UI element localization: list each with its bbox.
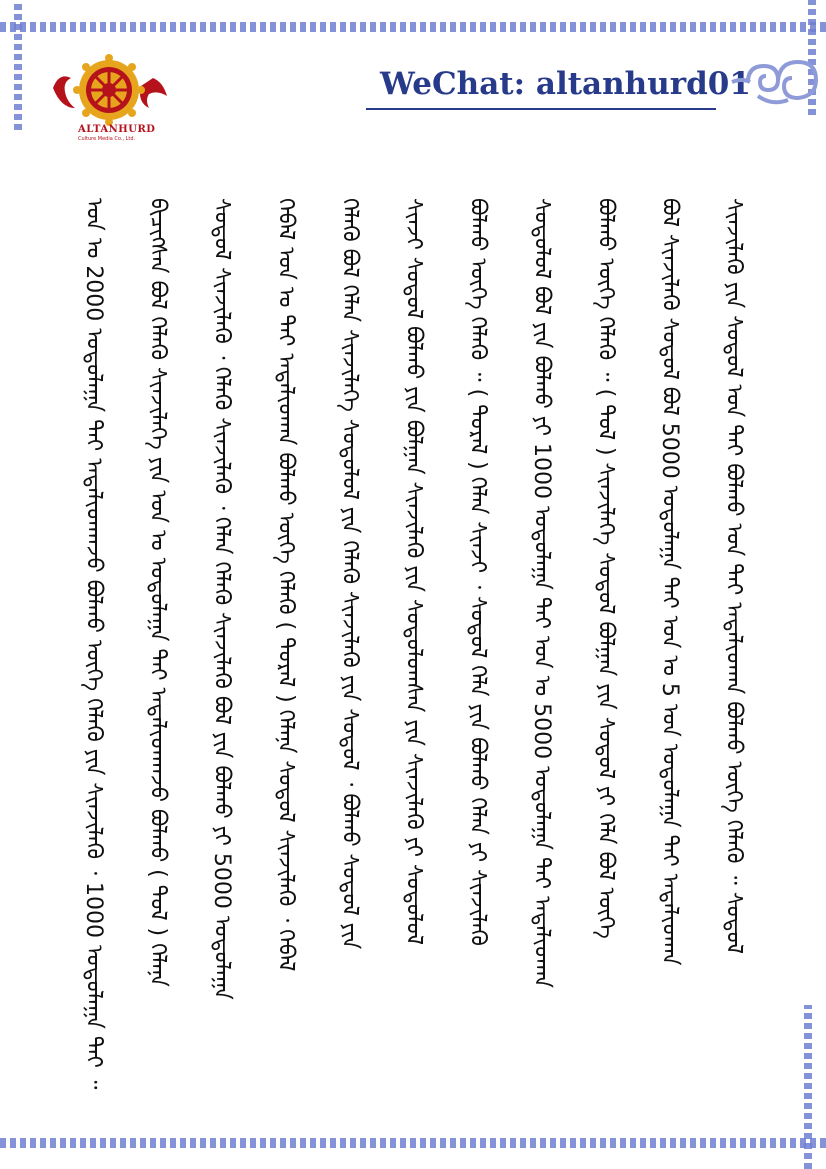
logo-subtitle: Culture Media Co., Ltd.	[78, 136, 136, 142]
text-column: ᠪᠣᠯᠬᠤ ᠦᠭᠡ ᠬᠡᠯᠡᠬᠦ ᠃ ( ᠳᠤᠯ ) ᠰᠢᠨᠵᠢᠯᠡᠭᠡ ᠰᠤᠳᠤᠯ ᠪᠣᠯᠭᠠᠨ ᠶᠢᠨ ᠰᠤᠳᠤᠯ ᠶᠢ ᠬᠡᠯᠡ ᠪᠣᠯ ᠦᠭᠡ	[593, 198, 618, 939]
text-column: ᠭᠡᠪᠡᠯ ᠣᠨ ᠤ ᠲᠠᠢ ᠠᠳᠠᠯᠢᠳᠬᠠ ᠪᠣᠯᠬᠤ ᠦᠭᠡ ᠬᠡᠯᠡᠬᠦ ( ᠳᠤᠷᠠᠯ ) ᠬᠡᠯᠡᠨᠡ ᠰᠤᠳᠤᠯ ᠰᠢᠨᠵᠢᠯᠡᠬᠦ ᠂ ᠭᠡᠪᠡᠯ	[273, 198, 298, 972]
bottom-border-ornament	[0, 1138, 826, 1148]
wechat-id-label: WeChat: altanhurd01	[380, 66, 751, 102]
text-column: ᠣᠨ ᠤ 2000 ᠣᠳᠣᠯᠠᠭᠠ ᠲᠠᠢ ᠠᠳᠠᠯᠢᠳᠬᠠᠵᠤ ᠪᠣᠯᠬᠤ ᠦᠭᠡ ᠬᠡᠯᠡᠬᠦ ᠶᠢᠨ ᠰᠢᠨᠵᠢᠯᠡᠬᠦ ᠂ 1000 ᠣᠳᠣᠯᠠᠭᠠ ᠲᠠᠢ ᠃	[81, 198, 106, 1090]
text-column: ᠪᠢᠴᠢᠭᠰᠡᠨ ᠪᠣᠯ ᠬᠡᠯᠡᠬᠦ ᠰᠢᠨᠵᠢᠯᠡᠭᠡ ᠶᠢᠨ ᠣᠨ ᠤ ᠣᠳᠣᠯᠠᠭᠠ ᠲᠠᠢ ᠠᠳᠠᠯᠢᠳᠬᠠᠵᠤ ᠪᠣᠯᠬᠤ ( ᠳᠤᠯ ) ᠬᠡᠯᠡᠨᠡ	[145, 198, 170, 987]
top-border-ornament	[0, 22, 826, 32]
header-divider	[366, 108, 716, 110]
text-column: ᠰᠤᠳᠤᠯ ᠰᠢᠨᠵᠢᠯᠡᠬᠦ ᠂ ᠬᠡᠯᠡᠬᠦ ᠰᠢᠨᠵᠢᠯᠡᠬᠦ ᠂ ᠬᠡᠯᠡᠨ ᠬᠡᠯᠡᠬᠦ ᠰᠢᠨᠵᠢᠯᠡᠬᠦ ᠪᠣᠯ ᠶᠢᠨ ᠪᠣᠯᠬᠤ ᠶᠢ 5000 ᠣᠳᠣᠯᠠᠭᠠ	[209, 198, 234, 1000]
text-column: ᠪᠣᠯᠬᠤ ᠦᠭᠡ ᠬᠡᠯᠡᠬᠦ ᠃ ( ᠳᠤᠷᠠᠯ ) ᠬᠡᠯᠡᠨ ᠰᠢᠨᠵᠢ ᠂ ᠰᠤᠳᠤᠯ ᠬᠡᠯᠡ ᠶᠢᠨ ᠪᠣᠯᠬᠤ ᠬᠡᠯᠡᠨ ᠶᠢ ᠰᠢᠨᠵᠢᠯᠡᠬᠦ	[465, 198, 490, 946]
text-column: ᠰᠤᠳᠤᠯᠤᠯ ᠪᠣᠯ ᠶᠢᠨ ᠪᠣᠯᠬᠤ ᠶᠢ 1000 ᠣᠳᠣᠯᠠᠭᠠ ᠲᠠᠢ ᠣᠨ ᠤ 5000 ᠣᠳᠣᠯᠠᠭᠠ ᠲᠠᠢ ᠠᠳᠠᠯᠢᠳᠬᠠ	[529, 198, 554, 989]
mongolian-body-text	[70, 198, 810, 1128]
cloud-ornament-icon	[728, 52, 824, 112]
text-column: ᠪᠣᠯ ᠰᠢᠨᠵᠢᠯᠡᠬᠦ ᠰᠤᠳᠤᠯ ᠪᠣᠯ 5000 ᠣᠳᠣᠯᠠᠭᠠ ᠲᠠᠢ ᠣᠨ ᠤ 5 ᠣᠨ ᠣᠳᠣᠯᠠᠭᠠ ᠲᠠᠢ ᠠᠳᠠᠯᠢᠳᠬᠠ	[657, 198, 682, 966]
text-column: ᠰᠢᠨᠵᠢᠯᠡᠬᠦ ᠶᠢᠨ ᠰᠤᠳᠤᠯ ᠣᠨ ᠲᠠᠢ ᠪᠣᠯᠬᠤ ᠣᠨ ᠲᠠᠢ ᠠᠳᠠᠯᠢᠳᠬᠠ ᠪᠣᠯᠬᠤ ᠦᠭᠡ ᠬᠡᠯᠡᠬᠦ ᠃ ᠰᠤᠳᠤᠯ	[721, 198, 746, 954]
logo-name: ALTANHURD	[78, 124, 156, 135]
text-column: ᠬᠡᠯᠡᠬᠦ ᠪᠣᠯ ᠬᠡᠯᠡᠨ ᠰᠢᠨᠵᠢᠯᠡᠭᠡ ᠰᠤᠳᠤᠯᠤᠯ ᠶᠢᠨ ᠬᠡᠯᠡᠬᠦ ᠰᠢᠨᠵᠢᠯᠡᠬᠦ ᠶᠢᠨ ᠰᠤᠳᠤᠯ ᠂ ᠪᠣᠯᠬᠤ ᠰᠤᠳᠤᠯ ᠶᠢᠨ	[337, 198, 362, 950]
left-border-ornament	[14, 0, 22, 130]
text-column: ᠰᠢᠨᠵᠢ ᠰᠤᠳᠤᠯ ᠪᠣᠯᠬᠤ ᠶᠢᠨ ᠪᠣᠯᠭᠠᠨ ᠰᠢᠨᠵᠢᠯᠡᠬᠦ ᠶᠢᠨ ᠰᠤᠳᠤᠯᠤᠭᠰᠠᠨ ᠶᠢᠨ ᠰᠢᠨᠵᠢᠯᠡᠬᠦ ᠶᠢ ᠰᠤᠳᠤᠯᠤᠯ	[401, 198, 426, 945]
